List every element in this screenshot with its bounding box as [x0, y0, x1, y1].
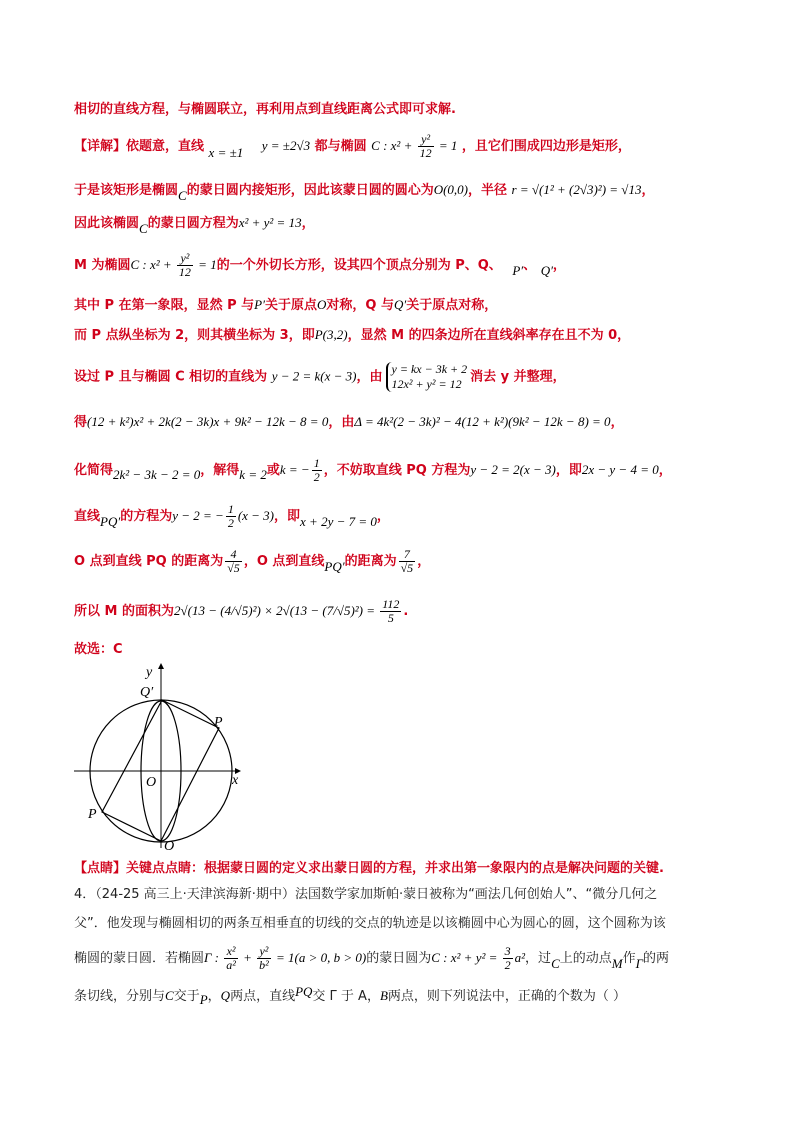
- math-expression: y − 2 = 2(x − 3): [470, 462, 556, 477]
- math-expression: 2k² − 3k − 2 = 0: [113, 467, 201, 482]
- point-q-label: Q: [164, 839, 175, 850]
- math-expression: P′: [254, 297, 265, 312]
- math-expression: C : x² + y² =: [431, 950, 501, 965]
- solution-text-line: [74, 457, 760, 484]
- solution-text: ，: [658, 463, 672, 478]
- solution-text: ，且它们围成四边形是矩形，: [461, 139, 631, 154]
- solution-text: ，由: [356, 369, 383, 385]
- solution-text: 而 P 点纵坐标为 2，则其横坐标为 3，即: [74, 328, 315, 343]
- math-expression: k = 2: [239, 467, 267, 482]
- math-expression: PQ′: [100, 514, 121, 529]
- solution-text-line: [74, 325, 760, 346]
- solution-text: ，由: [328, 415, 355, 430]
- solution-text: ，: [641, 183, 655, 198]
- math-expression: P: [199, 992, 208, 1007]
- math-expression: PQ′: [324, 559, 345, 574]
- math-expression: x = ±1: [208, 145, 244, 160]
- math-expression: Γ: [635, 956, 644, 971]
- question-text: 椭圆的蒙日圆．若椭圆: [74, 951, 205, 966]
- solution-text: ，不妨取直线 PQ 方程为: [323, 463, 471, 478]
- question-text-line: [74, 986, 760, 1007]
- math-expression: y − 2 = k(x − 3): [271, 368, 357, 384]
- math-expression: Q′: [393, 297, 407, 312]
- solution-text: 都与椭圆: [314, 139, 367, 154]
- question-text: ，: [207, 989, 221, 1004]
- solution-text-line: [74, 133, 760, 160]
- solution-text: ，: [552, 258, 566, 273]
- solution-text-line: [74, 598, 760, 625]
- point-p-prime-label: P: [88, 807, 97, 822]
- math-expression: +: [239, 950, 256, 965]
- math-expression: k = −: [279, 462, 310, 477]
- solution-text: 相切的直线方程，与椭圆联立，再利用点到直线距离公式即可求解.: [74, 102, 456, 117]
- solution-text: 化简得: [74, 463, 114, 478]
- answer-line: [74, 640, 760, 660]
- solution-text: 的一个外切长方形，设其四个顶点分别为 P、Q、: [216, 258, 502, 273]
- question-text: 条切线，分别与: [74, 989, 166, 1004]
- math-expression: 2√(13 − (4/√5)²) × 2√(13 − (7/√5)²) =: [174, 603, 379, 618]
- solution-text: 或: [266, 463, 280, 478]
- math-fraction: $\frac{7}{√5}$: [400, 547, 414, 575]
- math-expression: = 1: [194, 257, 217, 272]
- solution-text: 的距离为: [344, 554, 397, 569]
- solution-text-line: [74, 100, 760, 120]
- question-text: 作: [622, 951, 636, 966]
- question-text-line: [74, 945, 760, 972]
- solution-text: M 为椭圆: [74, 258, 131, 273]
- solution-text: 关于原点对称，: [406, 298, 498, 313]
- solution-text-line: [74, 252, 760, 279]
- solution-text: ，即: [555, 463, 582, 478]
- math-expression: Γ :: [204, 950, 223, 965]
- math-expression: C: [178, 188, 187, 203]
- question-text: 两点，则下列说法中，正确的个数为（ ）: [387, 989, 627, 1004]
- x-axis-label: x: [232, 773, 239, 788]
- solution-text: 于是该矩形是椭圆: [74, 183, 179, 198]
- solution-text-line: [74, 362, 760, 392]
- solution-text: ，: [301, 216, 315, 231]
- question-text: 的两: [643, 951, 670, 966]
- solution-text: ，半径: [468, 183, 508, 198]
- math-expression: P′: [512, 263, 524, 278]
- solution-text: 其中 P 在第一象限，显然 P 与: [74, 298, 255, 313]
- key-point-text: 【点睛】关键点点睛：根据蒙日圆的定义求出蒙日圆的方程，并求出第一象限内的点是解决问题的关键.: [74, 861, 664, 876]
- solution-text: 的方程为: [120, 509, 173, 524]
- question-text-line: [74, 885, 760, 905]
- solution-text: .: [403, 604, 409, 619]
- question-text: 两点，直线: [230, 989, 296, 1004]
- detail-label: 【详解】依题意，直线: [74, 139, 205, 154]
- equation-system: y = kx − 3k + 2 12x² + y² = 12: [386, 362, 468, 392]
- solution-text: 直线: [74, 509, 101, 524]
- solution-text: 所以 M 的面积为: [74, 604, 174, 619]
- solution-text: 消去 y 并整理，: [470, 369, 566, 385]
- solution-text: 得: [74, 415, 88, 430]
- question-text: 交 Γ 于 A，: [312, 989, 380, 1004]
- math-expression: O: [316, 297, 327, 312]
- math-expression: r = √(1² + (2√3)²) = √13: [511, 182, 642, 197]
- question-text: 4．（24-25 高三上·天津滨海新·期中）法国数学家加斯帕·蒙日被称为“画法几何创始人”、“微分几何之: [74, 887, 658, 902]
- geometry-figure: [74, 660, 244, 850]
- math-expression: = 1: [435, 138, 458, 153]
- solution-text-line: [74, 180, 760, 201]
- math-fraction: $\frac{\text{y²}}{\text{b²}}$: [259, 944, 269, 972]
- math-fraction: $\frac{\text{y²}}{12}$: [178, 251, 191, 279]
- math-expression: M: [611, 956, 623, 971]
- solution-text-line: [74, 213, 760, 234]
- math-expression: C: [139, 221, 148, 236]
- math-fraction: $\frac{4}{√5}$: [227, 547, 240, 575]
- math-expression: C : x² +: [371, 138, 416, 153]
- solution-text-line: [74, 548, 760, 575]
- solution-text: ，: [417, 554, 431, 569]
- solution-text: ，O 点到直线: [243, 554, 325, 569]
- question-text: ，过: [525, 951, 552, 966]
- question-text: 的蒙日圆为: [366, 951, 432, 966]
- solution-text: ，: [376, 509, 390, 524]
- solution-text: O 点到直线 PQ 的距离为: [74, 554, 224, 569]
- math-fraction: $\frac{\text{y²}}{12}$: [419, 132, 432, 160]
- math-expression: Q′: [540, 263, 553, 278]
- key-point-line: [74, 859, 760, 879]
- y-axis-label: y: [146, 665, 153, 680]
- question-text: 父”．他发现与椭圆相切的两条互相垂直的切线的交点的轨迹是以该椭圆中心为圆心的圆，这个圆称为该: [74, 916, 666, 931]
- solution-text: ，显然 M 的四条边所在直线斜率存在且不为 0，: [347, 328, 631, 343]
- point-q-prime-label: Q′: [140, 685, 154, 700]
- math-expression: Q: [220, 988, 231, 1003]
- answer-text: 故选：C: [74, 642, 123, 657]
- question-text: 上的动点: [559, 951, 612, 966]
- solution-text: 的蒙日圆内接矩形，因此该蒙日圆的圆心为: [186, 183, 434, 198]
- solution-text-line: [74, 295, 760, 316]
- math-expression: C: [551, 956, 560, 971]
- math-expression: O(0,0): [433, 182, 468, 197]
- solution-text: 关于原点: [264, 298, 317, 313]
- question-text: 交于: [173, 989, 200, 1004]
- question-text-line: [74, 914, 760, 934]
- math-expression: B: [379, 988, 388, 1003]
- solution-text: 的蒙日圆方程为: [147, 216, 239, 231]
- solution-text: 对称，Q 与: [326, 298, 394, 313]
- solution-text: 、: [523, 258, 537, 273]
- solution-text-line: [74, 503, 760, 530]
- math-expression: y = ±2√3: [261, 138, 311, 153]
- point-p-label: P: [214, 715, 223, 730]
- math-fraction: $\frac{112}{5}$: [382, 597, 400, 625]
- solution-text-line: [74, 412, 760, 433]
- math-expression: P(3,2): [314, 327, 348, 342]
- solution-text: 因此该椭圆: [74, 216, 140, 231]
- math-expression: a²: [514, 950, 526, 965]
- solution-text: ，即: [274, 509, 301, 524]
- math-fraction: $\frac{1}{2}$: [313, 456, 320, 484]
- math-expression: C: [165, 988, 174, 1003]
- solution-text: ，解得: [200, 463, 240, 478]
- solution-text: 设过 P 且与椭圆 C 相切的直线为: [74, 369, 268, 385]
- math-expression: Δ = 4k²(2 − 3k)² − 4(12 + k²)(9k² − 12k − 8) = 0: [354, 414, 611, 429]
- origin-label: O: [146, 775, 157, 790]
- math-fraction: $\frac{3}{2}$: [504, 944, 511, 972]
- math-fraction: $\frac{\text{x²}}{\text{a²}}$: [226, 944, 236, 972]
- math-expression: y − 2 = −: [172, 508, 224, 523]
- math-expression: PQ: [295, 984, 313, 999]
- solution-text: ，: [610, 415, 624, 430]
- math-expression: 2x − y − 4 = 0: [581, 462, 659, 477]
- math-fraction: $\frac{1}{2}$: [227, 502, 234, 530]
- math-expression: (12 + k²)x² + 2k(2 − 3k)x + 9k² − 12k − 8 = 0: [87, 414, 329, 429]
- math-expression: (x − 3): [237, 508, 275, 523]
- math-expression: C : x² +: [130, 257, 175, 272]
- monge-circle-diagram: [74, 660, 244, 850]
- math-expression: = 1(a > 0, b > 0): [272, 950, 367, 965]
- math-expression: x² + y² = 13: [238, 215, 302, 230]
- math-expression: x + 2y − 7 = 0: [300, 514, 377, 529]
